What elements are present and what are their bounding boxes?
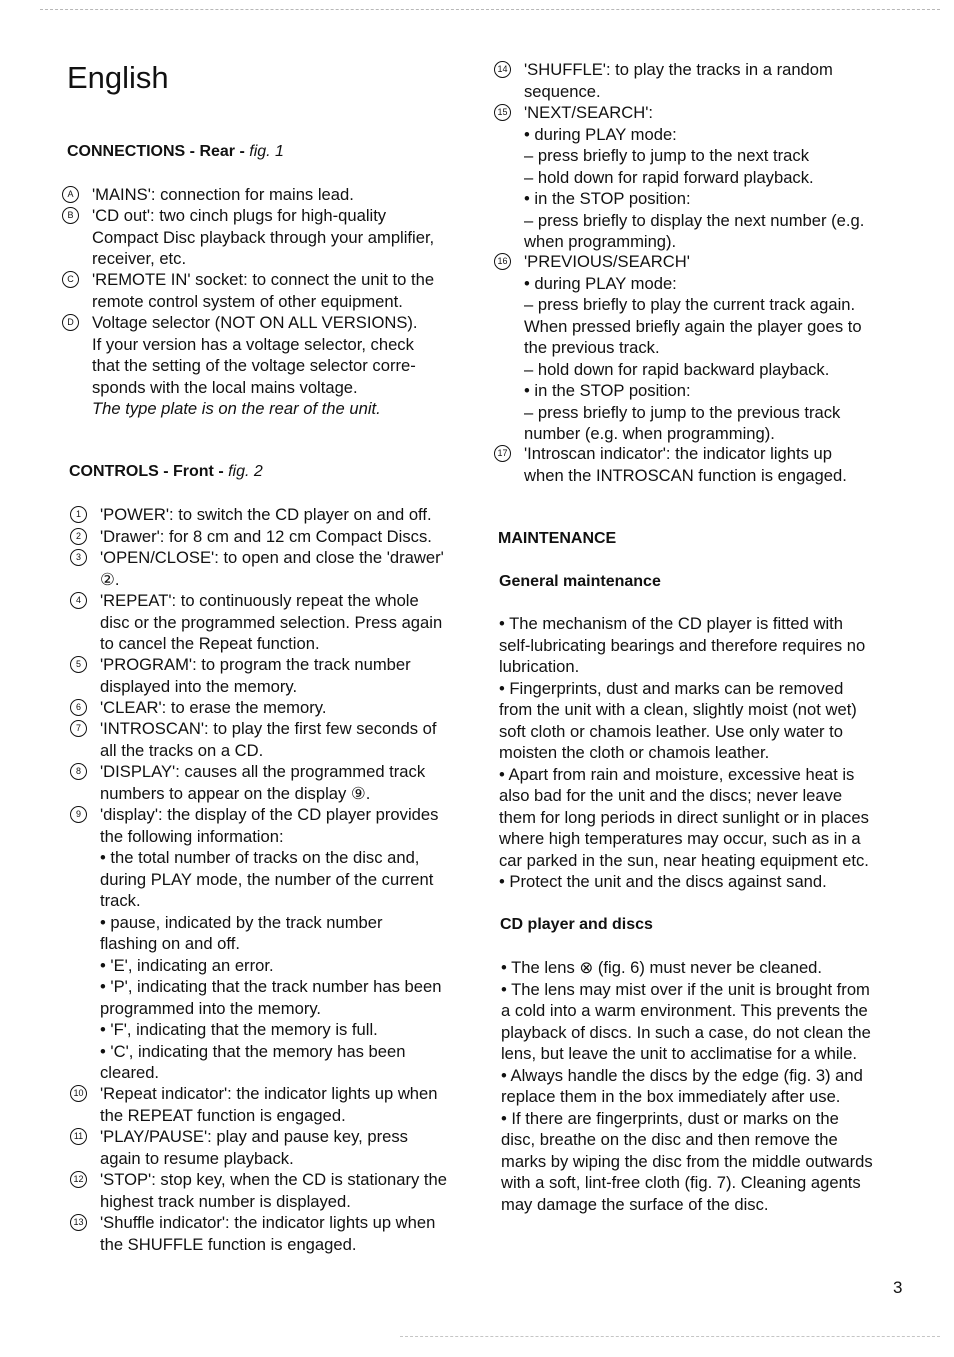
item-note: The type plate is on the rear of the unit. [92, 399, 381, 418]
item-line: 'POWER': to switch the CD player on and off. [100, 505, 432, 524]
paragraph-line: self-lubricating bearings and therefore requires no [499, 635, 866, 655]
paragraph-line: lubrication. [499, 657, 580, 676]
paragraph-line: a cold into a warm environment. This prevents the [501, 1001, 868, 1020]
item-line: 'Shuffle indicator': the indicator lights up when [100, 1213, 436, 1232]
numbered-item [494, 59, 904, 102]
paragraph-line: • The lens may mist over if the unit is brought from [501, 979, 870, 999]
item-line: Compact Disc playback through your amplifier, [92, 227, 435, 247]
circled-number-mark: 16 [494, 253, 511, 270]
item-line: 'STOP': stop key, when the CD is stationary the [100, 1170, 447, 1189]
numbered-item [70, 590, 480, 655]
circled-number-mark: 13 [70, 1214, 87, 1231]
item-line: number (e.g. when programming). [524, 424, 775, 443]
item-line: – press briefly to display the next number (e.g. [524, 210, 865, 230]
cd-player-discs-heading: CD player and discs [500, 916, 653, 933]
item-line: 'CLEAR': to erase the memory. [100, 698, 327, 717]
numbered-item [70, 654, 480, 697]
numbered-item [62, 269, 474, 312]
circled-number-mark: 17 [494, 445, 511, 462]
item-line: again to resume playback. [100, 1148, 294, 1168]
item-line: – press briefly to play the current track again. [524, 295, 856, 314]
item-line: If your version has a voltage selector, check [92, 334, 414, 354]
numbered-item [494, 102, 904, 253]
item-line: 'PREVIOUS/SEARCH' [524, 252, 690, 271]
paragraph-line: with a soft, lint-free cloth (fig. 7). Cleaning agents [501, 1173, 861, 1192]
paragraph-line: • Always handle the discs by the edge (fig. 3) and [501, 1065, 863, 1085]
paragraph-line: • Protect the unit and the discs against sand. [499, 872, 827, 891]
circled-number-mark: C [62, 271, 79, 288]
maintenance-heading: MAINTENANCE [498, 530, 617, 547]
numbered-item [62, 205, 474, 270]
item-line: 'DISPLAY': causes all the programmed track [100, 762, 426, 781]
item-line: when programming). [524, 232, 677, 251]
item-line: disc or the programmed selection. Press again [100, 612, 443, 632]
item-line: highest track number is displayed. [100, 1191, 351, 1211]
numbered-item [70, 1083, 480, 1126]
item-line: to cancel the Repeat function. [100, 634, 320, 653]
item-line: • 'P', indicating that the track number has been [100, 977, 442, 996]
circled-number-mark: 4 [70, 592, 87, 609]
numbered-item [62, 312, 474, 420]
numbered-item [70, 1126, 480, 1169]
item-line: track. [100, 891, 141, 910]
circled-number-mark: D [62, 314, 79, 331]
item-line: 'SHUFFLE': to play the tracks in a random [524, 60, 833, 79]
item-line: the previous track. [524, 338, 660, 357]
item-line: 'NEXT/SEARCH': [524, 103, 653, 122]
paragraph-line: replace them in the box immediately after use. [501, 1087, 841, 1106]
item-line: 'Introscan indicator': the indicator lights up [524, 444, 832, 463]
item-line: 'Drawer': for 8 cm and 12 cm Compact Discs. [100, 527, 432, 546]
numbered-item [62, 184, 474, 206]
item-line: 'MAINS': connection for mains lead. [92, 185, 354, 204]
item-line: numbers to appear on the display ⑨. [100, 783, 371, 803]
page-title: English [67, 60, 169, 95]
item-line: • during PLAY mode: [524, 124, 677, 144]
numbered-item [70, 1212, 480, 1255]
circled-number-mark: 11 [70, 1128, 87, 1145]
circled-number-mark: 8 [70, 763, 87, 780]
general-maintenance-text [499, 613, 909, 893]
paragraph-line: • The lens ⊗ (fig. 6) must never be cleaned. [501, 958, 823, 977]
item-line: flashing on and off. [100, 934, 240, 953]
numbered-item [70, 804, 480, 1084]
circled-number-mark: 10 [70, 1085, 87, 1102]
numbered-item [70, 504, 480, 526]
item-line: • 'F', indicating that the memory is full. [100, 1020, 378, 1039]
circled-number-mark: 2 [70, 528, 87, 545]
paragraph-line: where high temperatures may occur, such as in a [499, 829, 861, 848]
item-line: 'INTROSCAN': to play the first few seconds of [100, 719, 437, 738]
scan-artifact-top [40, 9, 940, 14]
circled-number-mark: 9 [70, 806, 87, 823]
paragraph-line: soft cloth or chamois leather. Use only water to [499, 721, 844, 741]
item-line: 'Repeat indicator': the indicator lights up when [100, 1084, 438, 1103]
item-line: 'OPEN/CLOSE': to open and close the 'drawer' [100, 548, 444, 567]
item-line: – hold down for rapid forward playback. [524, 167, 814, 187]
item-line: the SHUFFLE function is engaged. [100, 1234, 357, 1254]
item-line: • during PLAY mode: [524, 273, 677, 293]
item-line: cleared. [100, 1063, 160, 1082]
item-line: • pause, indicated by the track number [100, 912, 383, 932]
paragraph-line: playback of discs. In such a case, do not clean the [501, 1022, 871, 1042]
circled-number-mark: 15 [494, 104, 511, 121]
numbered-item [70, 526, 480, 548]
item-line: remote control system of other equipment. [92, 291, 403, 311]
item-line: • the total number of tracks on the disc and, [100, 848, 420, 867]
item-line: that the setting of the voltage selector corre- [92, 356, 416, 375]
paragraph-line: • Apart from rain and moisture, excessive heat is [499, 764, 855, 784]
item-line: – press briefly to jump to the next track [524, 146, 809, 165]
paragraph-line: car parked in the sun, near heating equipment etc. [499, 850, 869, 870]
numbered-item [70, 718, 480, 761]
item-line: programmed into the memory. [100, 998, 322, 1018]
paragraph-line: lens, but leave the unit to acclimatise for a while. [501, 1044, 858, 1063]
item-line: When pressed briefly again the player goes to [524, 316, 862, 336]
circled-number-mark: 1 [70, 506, 87, 523]
page-number: 3 [893, 1278, 903, 1297]
item-line: – hold down for rapid backward playback. [524, 359, 830, 379]
item-line: • in the STOP position: [524, 189, 691, 208]
item-line: 'CD out': two cinch plugs for high-quality [92, 206, 387, 225]
item-line: when the INTROSCAN function is engaged. [524, 465, 847, 485]
item-line: 'PLAY/PAUSE': play and pause key, press [100, 1127, 408, 1146]
connections-heading: CONNECTIONS - Rear - fig. 1 [67, 143, 284, 160]
numbered-item [70, 761, 480, 804]
numbered-item [494, 443, 904, 486]
item-line: 'REMOTE IN' socket: to connect the unit to the [92, 270, 435, 289]
item-line: sponds with the local mains voltage. [92, 377, 358, 397]
item-line: receiver, etc. [92, 249, 187, 268]
paragraph-line: them for long periods in direct sunlight or in places [499, 807, 869, 827]
circled-number-mark: A [62, 186, 79, 203]
numbered-item [70, 547, 480, 590]
item-line: 'display': the display of the CD player provides [100, 805, 439, 824]
paragraph-line: marks by wiping the disc from the middle outwards [501, 1151, 873, 1171]
circled-number-mark: 5 [70, 656, 87, 673]
item-line: Voltage selector (NOT ON ALL VERSIONS). [92, 313, 418, 332]
general-maintenance-heading: General maintenance [499, 573, 661, 590]
numbered-item [494, 251, 904, 445]
paragraph-line: • The mechanism of the CD player is fitted with [499, 614, 843, 633]
numbered-item [70, 1169, 480, 1212]
paragraph-line: may damage the surface of the disc. [501, 1194, 769, 1214]
item-line: • 'C', indicating that the memory has been [100, 1041, 406, 1061]
paragraph-line: • If there are fingerprints, dust or marks on the [501, 1108, 839, 1128]
item-line: all the tracks on a CD. [100, 740, 264, 760]
item-line: sequence. [524, 81, 601, 101]
scan-artifact-bottom [400, 1336, 940, 1337]
circled-number-mark: 3 [70, 549, 87, 566]
circled-number-mark: B [62, 207, 79, 224]
circled-number-mark: 7 [70, 720, 87, 737]
paragraph-line: disc, breathe on the disc and then remove the [501, 1130, 838, 1149]
item-line: • 'E', indicating an error. [100, 955, 274, 975]
item-line: displayed into the memory. [100, 676, 298, 696]
item-line: • in the STOP position: [524, 381, 691, 400]
item-line: the following information: [100, 826, 284, 846]
paragraph-line: • Fingerprints, dust and marks can be removed [499, 678, 844, 698]
item-line: – press briefly to jump to the previous track [524, 402, 841, 422]
circled-number-mark: 14 [494, 61, 511, 78]
item-line: during PLAY mode, the number of the current [100, 869, 434, 889]
numbered-item [70, 697, 480, 719]
cd-player-discs-text [501, 957, 911, 1215]
circled-number-mark: 6 [70, 699, 87, 716]
paragraph-line: from the unit with a clean, slightly moist (not wet) [499, 700, 857, 719]
item-line: 'PROGRAM': to program the track number [100, 655, 411, 674]
controls-heading: CONTROLS - Front - fig. 2 [69, 463, 263, 480]
item-line: the REPEAT function is engaged. [100, 1105, 346, 1125]
item-line: 'REPEAT': to continuously repeat the whole [100, 591, 419, 610]
item-line: ②. [100, 569, 120, 589]
paragraph-line: also bad for the unit and the discs; never leave [499, 786, 843, 805]
circled-number-mark: 12 [70, 1171, 87, 1188]
paragraph-line: moisten the cloth or chamois leather. [499, 743, 770, 762]
